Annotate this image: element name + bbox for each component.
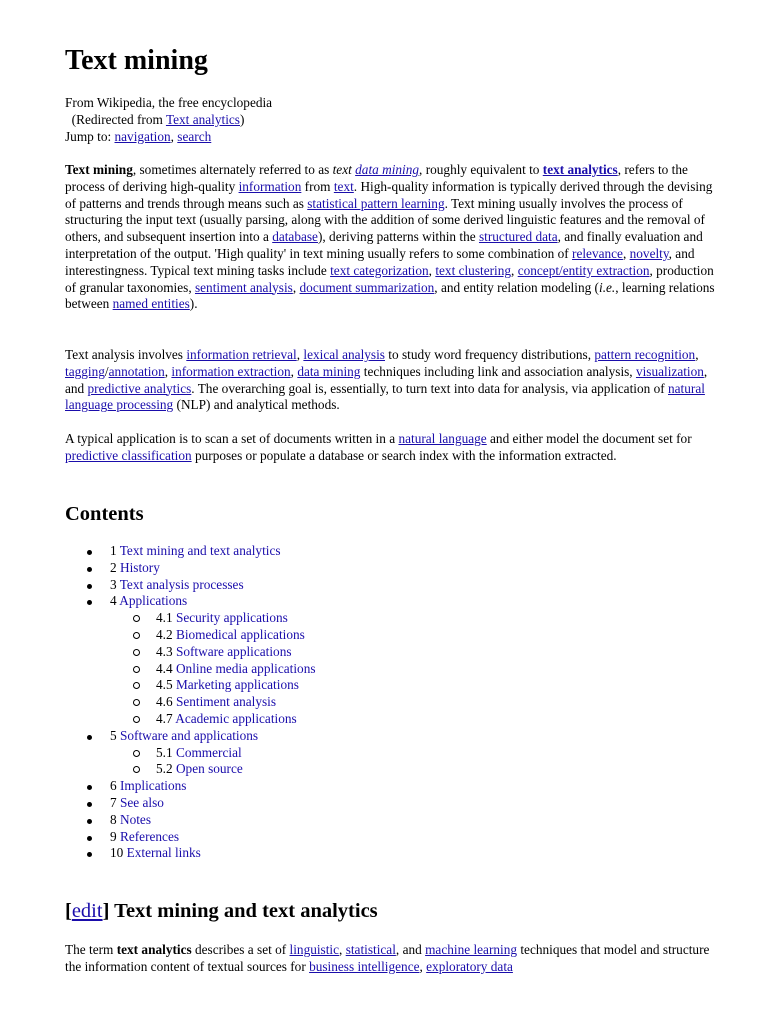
link-information[interactable]: information	[238, 178, 302, 194]
edit-link[interactable]: edit	[71, 900, 103, 922]
toc-item[interactable]: 5 Software and applications	[65, 728, 316, 745]
link-pattern-recognition[interactable]: pattern recognition	[594, 347, 696, 362]
toc-item[interactable]: 2 History	[65, 560, 316, 577]
toc-subitem[interactable]: 4.5 Marketing applications	[65, 677, 316, 694]
contents-heading: Contents	[65, 503, 144, 525]
link-structured-data[interactable]: structured data	[478, 229, 558, 245]
link-visualization[interactable]: visualization	[635, 363, 704, 379]
link-predictive-analytics[interactable]: predictive analytics	[87, 380, 192, 396]
link-concept-entity-extraction[interactable]: concept/entity extraction	[517, 262, 650, 278]
link-document-summarization[interactable]: document summarization	[299, 279, 435, 295]
link-data-mining[interactable]: data mining	[355, 162, 420, 177]
toc-item[interactable]: 4 Applications	[65, 593, 316, 610]
toc-item[interactable]: 6 Implications	[65, 778, 316, 795]
link-business-intelligence[interactable]: business intelligence	[309, 958, 420, 974]
link-annotation[interactable]: annotation	[108, 363, 165, 379]
link-predictive-classification[interactable]: predictive classification	[65, 447, 192, 463]
link-tagging[interactable]: tagging	[65, 363, 105, 379]
toc-item[interactable]: 3 Text analysis processes	[65, 577, 316, 594]
link-sentiment-analysis[interactable]: sentiment analysis	[194, 279, 293, 295]
toc-subitem[interactable]: 5.2 Open source	[65, 761, 316, 778]
link-data-mining-2[interactable]: data mining	[297, 363, 361, 379]
link-statistical[interactable]: statistical	[345, 942, 396, 957]
link-text-analytics[interactable]: text analytics	[542, 162, 618, 177]
link-statistical-pattern-learning[interactable]: statistical pattern learning	[307, 195, 445, 211]
toc-item[interactable]: 1 Text mining and text analytics	[65, 543, 316, 560]
toc-item[interactable]: 9 References	[65, 829, 316, 846]
article-subtitle	[65, 95, 272, 145]
toc-item[interactable]: 7 See also	[65, 795, 316, 812]
link-named-entities[interactable]: named entities	[112, 296, 190, 312]
toc-subitem[interactable]: 4.1 Security applications	[65, 610, 316, 627]
link-information-extraction[interactable]: information extraction	[171, 363, 291, 379]
link-machine-learning[interactable]: machine learning	[425, 942, 518, 957]
link-lexical-analysis[interactable]: lexical analysis	[303, 347, 385, 362]
jump-to: Jump to: navigation, search	[65, 128, 212, 144]
link-exploratory-data[interactable]: exploratory data	[426, 958, 513, 974]
link-text-categorization[interactable]: text categorization	[330, 262, 429, 278]
page-title: Text mining	[65, 45, 208, 76]
link-relevance[interactable]: relevance	[572, 245, 623, 261]
site-tagline: From Wikipedia, the free encyclopedia	[65, 95, 273, 110]
jump-navigation-link[interactable]: navigation	[114, 128, 171, 144]
toc-subitem[interactable]: 4.6 Sentiment analysis	[65, 694, 316, 711]
toc-subitem[interactable]: 4.4 Online media applications	[65, 661, 316, 678]
redirect-note: (Redirected from Text analytics)	[71, 111, 245, 127]
jump-search-link[interactable]: search	[177, 128, 212, 144]
link-natural-language-processing[interactable]: natural language processing	[65, 380, 705, 413]
link-novelty[interactable]: novelty	[629, 245, 669, 261]
toc-item[interactable]: 10 External links	[65, 845, 316, 862]
toc-subitem[interactable]: 4.2 Biomedical applications	[65, 627, 316, 644]
section-heading-text-mining-analytics: [edit] Text mining and text analytics	[65, 900, 378, 922]
toc-subitem[interactable]: 4.7 Academic applications	[65, 711, 316, 728]
toc-item[interactable]: 8 Notes	[65, 812, 316, 829]
analysis-paragraph: Text analysis involves information retrieval, lexical analysis to study word frequency distributions, pattern recognition, tagging/annotation, information extraction, data mining techniques including link and association analysis, visualization, and predictive analytics. The overarching goal is, essentially, to turn text into data for analysis, via application of natural language processing (NLP) and analytical methods.	[65, 347, 708, 413]
intro-paragraph: Text mining, sometimes alternately referred to as text data mining, roughly equivalent to text analytics, refers to the process of deriving high-quality information from text. High-quality information is typically derived through the devising of patterns and trends through means such as statistical pattern learning. Text mining usually involves the process of structuring the input text (usually parsing, along with the addition of some derived linguistic features and the removal of others, and subsequent insertion into a database), deriving patterns within the structured data, and finally evaluation and interpretation of the output. 'High quality' in text mining usually refers to some combination of relevance, novelty, and interestingness. Typical text mining tasks include text categorization, text clustering, concept/entity extraction, production of granular taxonomies, sentiment analysis, document summarization, and entity relation modeling (i.e., learning relations between named entities).	[65, 162, 715, 312]
table-of-contents	[65, 543, 316, 862]
link-database[interactable]: database	[272, 229, 318, 245]
application-paragraph: A typical application is to scan a set of documents written in a natural language and either model the document set for predictive classification purposes or populate a database or search index with the information extracted.	[65, 431, 692, 463]
link-text[interactable]: text	[333, 178, 354, 194]
section1-paragraph: The term text analytics describes a set of linguistic, statistical, and machine learning techniques that model and structure the information content of textual sources for business intelligence, exploratory data	[65, 942, 710, 974]
redirect-link[interactable]: Text analytics	[165, 111, 240, 127]
toc-subitem[interactable]: 4.3 Software applications	[65, 644, 316, 661]
link-natural-language[interactable]: natural language	[398, 431, 487, 446]
link-text-clustering[interactable]: text clustering	[435, 262, 512, 278]
link-linguistic[interactable]: linguistic	[289, 942, 340, 957]
link-information-retrieval[interactable]: information retrieval	[186, 347, 297, 362]
toc-subitem[interactable]: 5.1 Commercial	[65, 745, 316, 762]
